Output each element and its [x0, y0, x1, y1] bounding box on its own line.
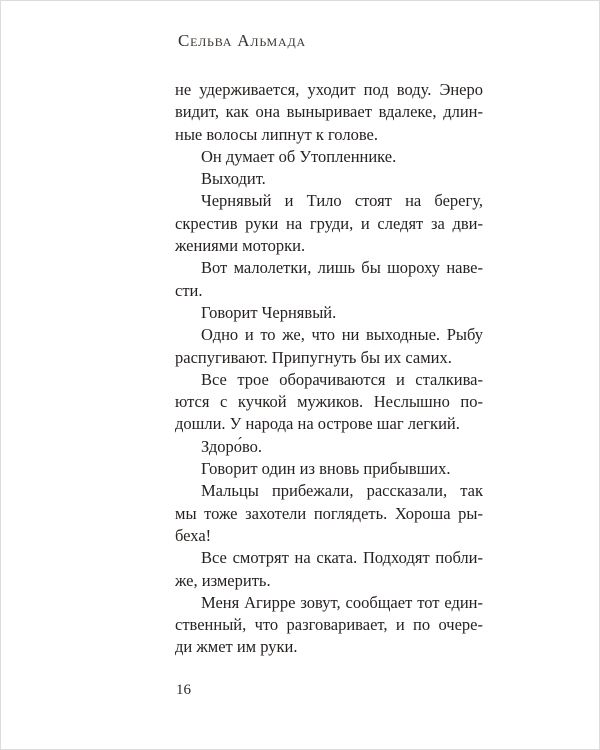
- text-line: мы тоже захотели поглядеть. Хороша ры-: [175, 503, 483, 523]
- text-line: ются с кучкой мужиков. Неслышно по-: [175, 392, 483, 412]
- text-line: сти.: [175, 280, 203, 300]
- text-line: Меня Агирре зовут, сообщает тот един-: [201, 592, 483, 612]
- text-line: жениями моторки.: [175, 236, 306, 256]
- text-line: Говорит Чернявый.: [201, 302, 337, 322]
- text-line: дошли. У народа на острове шаг легкий.: [175, 414, 460, 434]
- text-line: не удерживается, уходит под воду. Энеро: [175, 80, 483, 99]
- text-line: Одно и то же, что ни выходные. Рыбу: [201, 325, 483, 345]
- text-line: Вот малолетки, лишь бы шороху наве-: [201, 258, 483, 278]
- text-line: Он думает об Утопленнике.: [201, 146, 397, 166]
- text-line: Здоро́во.: [201, 436, 263, 456]
- text-line: Все смотрят на ската. Подходят побли-: [201, 548, 483, 568]
- text-line: ственный, что разговаривает, и по очере-: [175, 615, 483, 635]
- text-line: Выходит.: [201, 169, 266, 189]
- text-line: распугивают. Припугнуть бы их самих.: [175, 347, 452, 367]
- text-line: ные волосы липнут к голове.: [175, 124, 378, 144]
- page-number: 16: [176, 682, 191, 698]
- text-line: видит, как она выныривает вдалеке, длин-: [175, 102, 483, 122]
- text-line: же, измерить.: [175, 570, 271, 590]
- page-body: [175, 79, 483, 659]
- running-header: Сельва Альмада: [178, 31, 306, 50]
- text-line: Мальцы прибежали, рассказали, так: [201, 481, 483, 501]
- text-line: скрестив руки на груди, и следят за дви-: [175, 213, 483, 233]
- text-line: ди жмет им руки.: [175, 637, 298, 657]
- text-line: Чернявый и Тило стоят на берегу,: [201, 191, 483, 211]
- text-line: Все трое оборачиваются и сталкива-: [201, 369, 483, 389]
- text-line: Говорит один из вновь прибывших.: [201, 459, 451, 479]
- text-line: беха!: [175, 525, 212, 545]
